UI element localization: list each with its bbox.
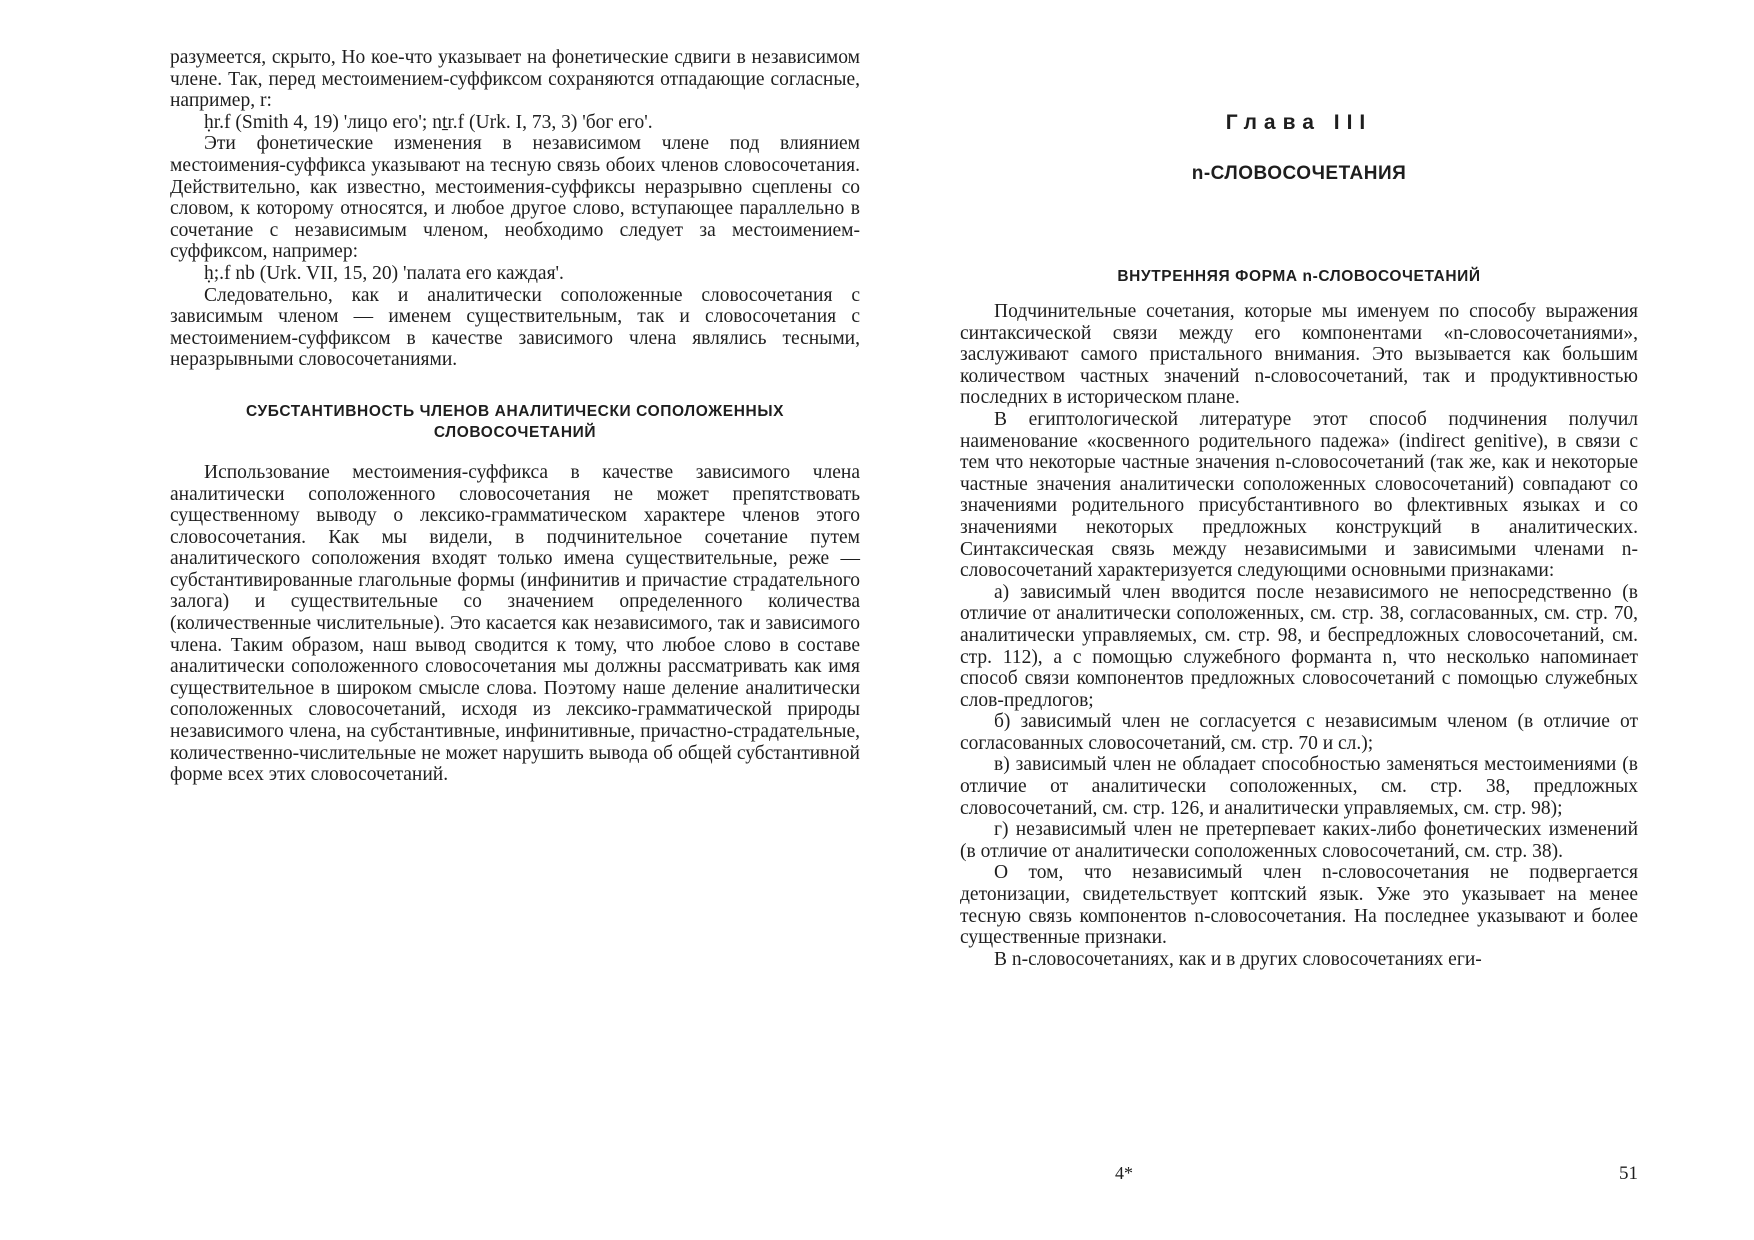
list-item: г) независимый член не претерпевает каких-либо фонетических изменений (в отличие от аналитически соположенных словосочетаний, см. стр. 38). bbox=[960, 819, 1638, 862]
chapter-title: n-СЛОВОСОЧЕТАНИЯ bbox=[1191, 163, 1407, 184]
paragraph: Эти фонетические изменения в независимом члене под влиянием местоимения-суффикса указывают на тесную связь обоих членов словосочетания. Действительно, как известно, местоимения-суффиксы неразрывно сцеплены со словом, к которому относятся, и любое другое слово, вступающее параллельно в сочетание с независимым членом, необходимо следует за местоимением-суффиксом, например: bbox=[170, 133, 860, 263]
chapter-label: Глава III bbox=[1225, 111, 1373, 134]
paragraph: Подчинительные сочетания, которые мы именуем по способу выражения синтаксической связи между его компонентами «n-словосочетаниями», заслуживают самого пристального внимания. Это вызывается как большим количеством частных значений n-словосочетаний, так и продуктивностью последних в историческом плане. bbox=[960, 301, 1638, 409]
paragraph: разумеется, скрыто, Но кое-что указывает на фонетические сдвиги в независимом члене. Так, перед местоимением-суффиксом сохраняются отпадающие согласные, например, r: bbox=[170, 47, 860, 112]
list-item: в) зависимый член не обладает способностью заменяться местоимениями (в отличие от аналитически соположенных, см. стр. 38, предложных словосочетаний, см. стр. 126, и аналитически управляемых, см. стр. 98); bbox=[960, 754, 1638, 819]
section-heading: СУБСТАНТИВНОСТЬ ЧЛЕНОВ АНАЛИТИЧЕСКИ СОПОЛОЖЕННЫХ СЛОВОСОЧЕТАНИЙ bbox=[245, 402, 785, 441]
paragraph: В египтологической литературе этот способ подчинения получил наименование «косвенного родительного падежа» (indirect genitive), в связи с тем что некоторые частные значения n-словосочетаний (так же, как и некоторые частные значения аналитически соположенных словосочетаний) совпадают со значениями родительного присубстантивного во флективных языках и со значениями некоторых предложных конструкций в аналитических. Синтаксическая связь между независимыми и зависимыми членами n-словосочетаний характеризуется следующими основными признаками: bbox=[960, 408, 1638, 582]
paragraph: Использование местоимения-суффикса в качестве зависимого члена аналитически соположенного словосочетания не может препятствовать существенному выводу о лексико-грамматическом характере членов этого словосочетания. Как мы видели, в подчинительное сочетание путем аналитического соположения входят только имена существительные, реже — субстантивированные глагольные формы (инфинитив и причастие страдательного залога) и существительные со значением определенного количества (количественные числительные). Это касается как независимого, так и зависимого члена. Таким образом, наш вывод сводится к тому, что любое слово в составе аналитически соположенного словосочетания мы должны рассматривать как имя существительное в широком смысле слова. Поэтому наше деление аналитически соположенных словосочетаний, исходя из лексико-грамматической природы независимого члена, на субстантивные, инфинитивные, причастно-страдательные, количественно-числительные не может нарушить вывода об общей субстантивной форме всех этих словосочетаний. bbox=[170, 461, 860, 786]
paragraph: О том, что независимый член n-словосочетания не подвергается детонизации, свидетельствует коптский язык. Уже это указывает на менее тесную связь компонентов n-словосочетания. На последнее указывают и более существенные признаки. bbox=[960, 862, 1638, 949]
chapter-body bbox=[960, 301, 1638, 970]
paragraph: Следовательно, как и аналитически соположенные словосочетания с зависимым членом — именем существительным, так и словосочетания с местоимением-суффиксом в качестве зависимого члена являлись тесными, неразрывными словосочетаниями. bbox=[170, 284, 860, 371]
list-item: а) зависимый член вводится после независимого не непосредственно (в отличие от аналитически соположенных, см. стр. 38, согласованных, см. стр. 70, аналитически управляемых, см. стр. 98, и беспредложных словосочетаний, см. стр. 112), а с помощью служебного форманта n, что несколько напоминает способ связи компонентов предложных словосочетаний с помощью служебных слов-предлогов; bbox=[960, 581, 1638, 711]
page-number: 51 bbox=[1619, 1163, 1638, 1184]
left-page bbox=[170, 47, 860, 786]
paragraph: В n-словосочетаниях, как и в других словосочетаниях еги- bbox=[994, 948, 1482, 970]
signature-mark: 4* bbox=[1115, 1163, 1133, 1183]
section-heading: ВНУТРЕННЯЯ ФОРМА n-СЛОВОСОЧЕТАНИЙ bbox=[1117, 268, 1481, 285]
example-line: ḥr.f (Smith 4, 19) 'лицо его'; nṯr.f (Urk. I, 73, 3) 'бог его'. bbox=[204, 111, 653, 133]
example-line: ḥ;.f nb (Urk. VII, 15, 20) 'палата его каждая'. bbox=[204, 262, 564, 284]
list-item: б) зависимый член не согласуется с независимым членом (в отличие от согласованных словосочетаний, см. стр. 70 и сл.); bbox=[960, 711, 1638, 754]
